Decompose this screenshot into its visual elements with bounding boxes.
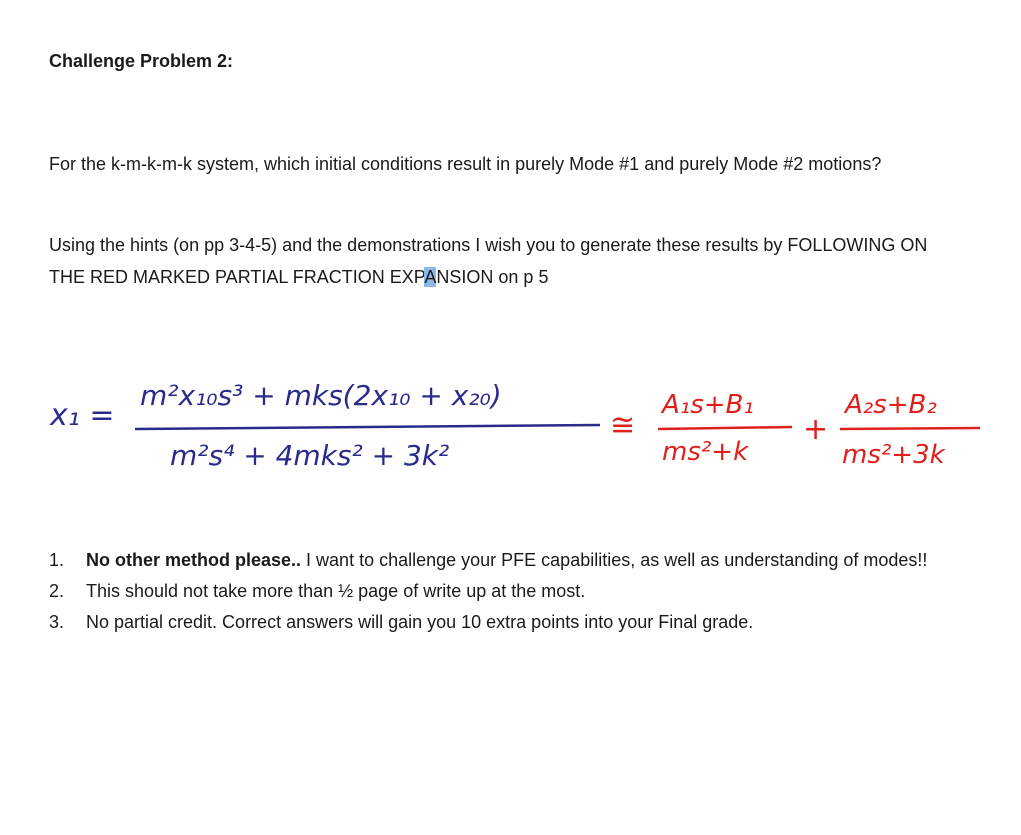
list-number: 3. xyxy=(49,612,65,632)
text-selection-highlight: A xyxy=(424,267,437,287)
list-item xyxy=(49,607,969,638)
list-number: 1. xyxy=(49,550,65,570)
equation-lhs: x₁ = xyxy=(50,398,115,433)
equation-denominator: m²s⁴ + 4mks² + 3k² xyxy=(170,439,450,472)
question-paragraph: For the k-m-k-m-k system, which initial conditions result in purely Mode #1 and purely Mode #2 motions? xyxy=(49,154,882,174)
term1-numerator: A₁s+B₁ xyxy=(662,390,754,420)
approx-symbol: ≅ xyxy=(610,408,636,443)
handwritten-equation xyxy=(30,345,1000,495)
list-body-text: No partial credit. Correct answers will gain you 10 extra points into your Final grade. xyxy=(86,612,754,632)
list-body-text: This should not take more than ½ page of write up at the most. xyxy=(86,581,586,601)
main-fraction-bar xyxy=(135,425,600,429)
list-item xyxy=(49,545,969,576)
equation-numerator: m²x₁₀s³ + mks(2x₁₀ + x₂₀) xyxy=(140,379,502,412)
list-item xyxy=(49,576,969,607)
term1-denominator: ms²+k xyxy=(662,437,749,467)
list-number: 2. xyxy=(49,581,65,601)
plus-symbol: + xyxy=(803,412,829,447)
list-text xyxy=(86,545,969,576)
rules-list xyxy=(49,545,969,638)
term2-denominator: ms²+3k xyxy=(842,440,945,470)
term2-fraction-bar xyxy=(840,428,980,429)
term1-fraction-bar xyxy=(658,427,792,429)
instruction-text: Using the hints (on pp 3-4-5) and the demonstrations I wish you to generate these results by FOLLOWING ON THE RED MARKED PARTIAL FRACTION EXP xyxy=(49,235,928,287)
term2-numerator: A₂s+B₂ xyxy=(845,390,937,420)
instruction-paragraph xyxy=(49,229,949,293)
list-bold-text: No other method please.. xyxy=(86,550,302,570)
page-title: Challenge Problem 2: xyxy=(49,51,234,71)
list-body-text: I want to challenge your PFE capabilities, as well as understanding of modes!! xyxy=(301,550,928,570)
instruction-text-tail: NSION on p 5 xyxy=(436,267,549,287)
